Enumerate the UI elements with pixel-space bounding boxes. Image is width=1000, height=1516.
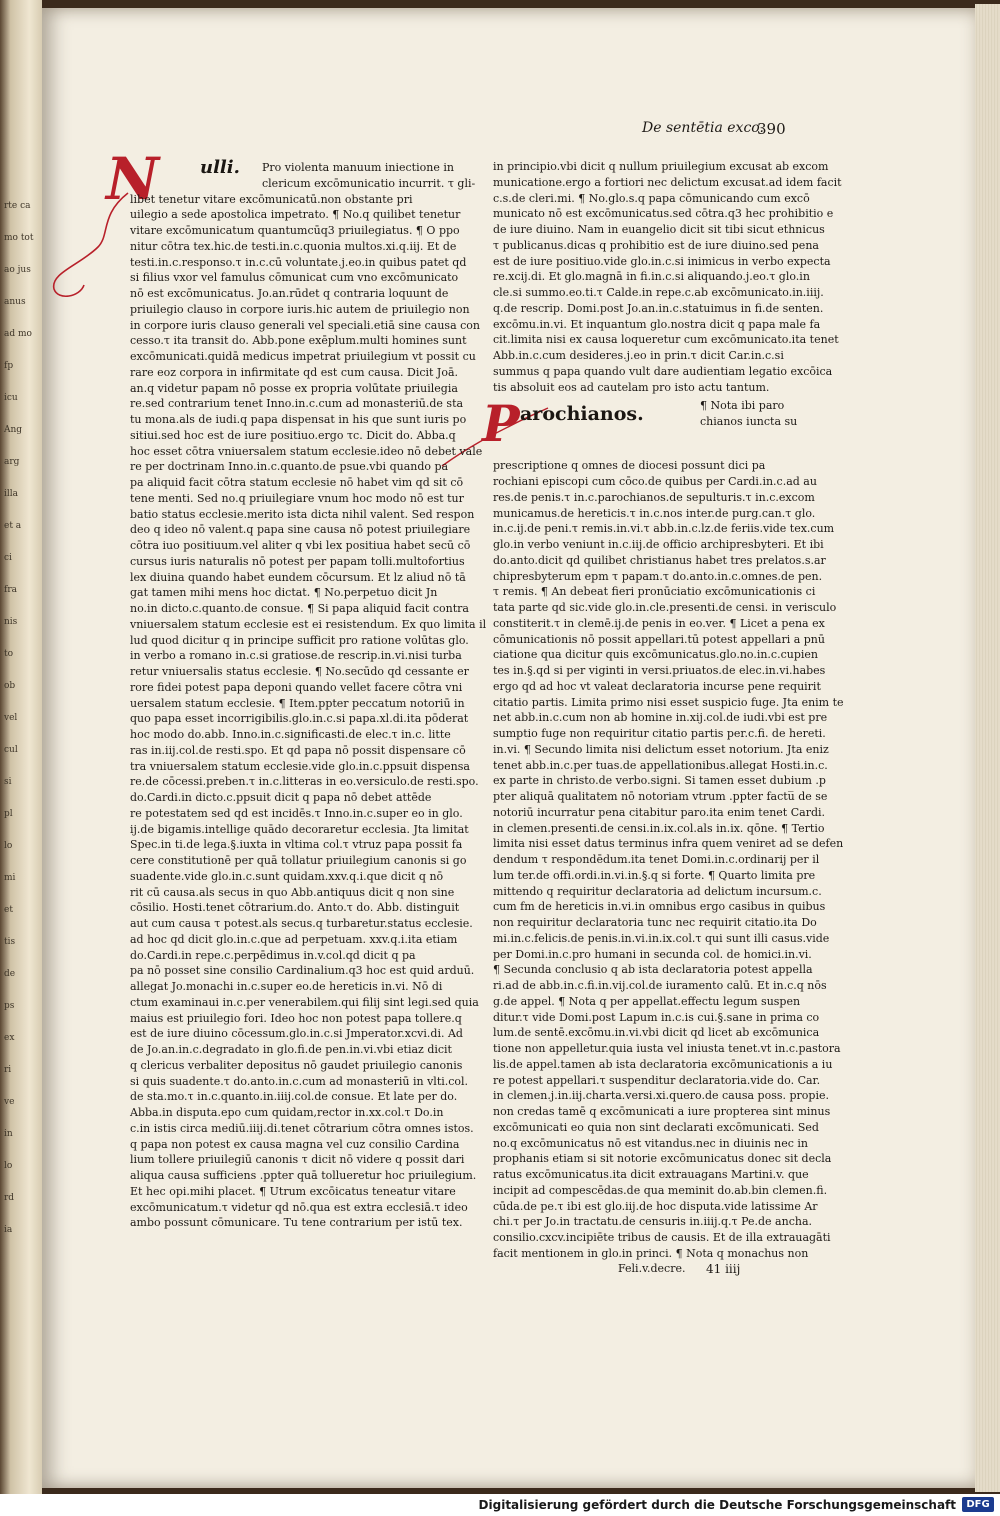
text-line: q clericus verbaliter depositus nō gaudet priuilegio canonis: [130, 1058, 463, 1072]
text-line: non credas tamē q excōmunicati a iure propterea sint minus: [493, 1105, 831, 1118]
text-line: ij.de bigamis.intellige quādo decoraretur ecclesia. Jta limitat: [130, 822, 469, 836]
text-line: rit cū causa.als secus in quo Abb.antiquus dicit q non sine: [130, 885, 455, 899]
text-line: in clemen.presenti.de censi.in.ix.col.als in.ix. qōne. ¶ Tertio: [493, 821, 825, 835]
text-line: net abb.in.c.cum non ab homine in.xij.col.de iudi.vbi est pre: [493, 711, 828, 725]
text-line: de sta.mo.τ in.c.quanto.in.iiij.col.de consue. Et late per do.: [130, 1090, 458, 1104]
text-line: aut cum causa τ potest.als secus.q turbaretur.status ecclesie.: [130, 917, 473, 930]
left-page-fragment: ob: [4, 681, 16, 691]
text-line: tis absoluit eos ad cautelam pro isto actu tantum.: [493, 380, 770, 394]
text-line: excōmunicati eo quia non sint declarati excōmunicati. Sed: [493, 1120, 819, 1134]
text-line: limita nisi esset datus terminus infra quem veniret ad se defen: [493, 837, 844, 851]
text-line: ad hoc qd dicit glo.in.c.que ad perpetuam. xxv.q.i.ita etiam: [130, 932, 458, 946]
running-head: [642, 120, 802, 140]
text-line: uersalem statum ecclesie. ¶ Item.ppter peccatum notoriū in: [130, 696, 465, 710]
text-line: pa nō posset sine consilio Cardinalium.q3 hoc est quid arduū.: [130, 964, 475, 978]
text-line: ambo possunt cōmunicare. Tu tene contrarium per istū tex.: [130, 1216, 463, 1230]
text-line: re per doctrinam Inno.in.c.quanto.de psue.vbi quando pa: [130, 460, 449, 474]
text-line: est de iure diuino cōcessum.glo.in.c.si Jmperator.xcvi.di. Ad: [130, 1027, 463, 1041]
text-line: non requiritur declaratoria tunc nec requirit citatio.ita Do: [493, 916, 817, 929]
text-line: g.de appel. ¶ Nota q per appellat.effectu legum suspen: [493, 994, 801, 1008]
left-page-text-fragments: [0, 190, 42, 1246]
text-line: no.in dicto.c.quanto.de consue. ¶ Si papa aliquid facit contra: [130, 602, 469, 615]
text-line: cursus iuris naturalis nō potest per papam tolli.multofortius: [130, 554, 465, 568]
text-line: re.sed contrarium tenet Inno.in.c.cum ad monasteriū.de sta: [130, 397, 464, 411]
text-line: ¶ Secunda conclusio q ab ista declaratoria potest appella: [493, 963, 813, 977]
text-line: cit.limita nisi ex causa loqueretur cum excōmunicato.ita tenet: [493, 333, 839, 347]
text-line: mittendo q requiritur declaratoria ad delictum incursum.c.: [493, 884, 822, 898]
text-line: ri.ad de abb.in.c.fi.in.vij.col.de iuramento calū. Et in.c.q nōs: [493, 979, 827, 992]
text-line: priuilegio clauso in corpore iuris.hic autem de priuilegio non: [130, 302, 470, 316]
left-page-fragment: de: [4, 969, 16, 979]
text-line: ex parte in christo.de verbo.signi. Si tamen esset dubium .p: [493, 774, 826, 788]
left-page-fragment: ad mo: [4, 329, 32, 339]
left-page-fragment: ps: [4, 1001, 15, 1011]
left-page-fragment: et: [4, 905, 13, 915]
text-line: notoriū incurratur pena citabitur paro.ita enim tenet Cardi.: [493, 805, 826, 819]
text-line: consilio.cxcv.incipiēte tribus de causis. Et de illa extrauagāti: [493, 1231, 831, 1244]
text-column-left: [130, 157, 487, 1260]
text-line: in.vi. ¶ Secundo limita nisi delictum esset notorium. Jta eniz: [493, 742, 829, 756]
text-line: re potestatem sed qd est incidēs.τ Inno.in.c.super eo in glo.: [130, 806, 463, 820]
text-line: lum ter.de offi.ordi.in.vi.in.§.q si forte. ¶ Quarto limita pre: [493, 868, 816, 882]
text-line: cōsilio. Hosti.tenet cōtrarium.do. Anto.τ do. Abb. distinguit: [130, 901, 460, 915]
text-line: municato nō est excōmunicatus.sed cōtra.q3 hec prohibitio e: [493, 207, 834, 221]
text-line: [493, 443, 793, 459]
left-page-fragment: rte ca: [4, 201, 31, 211]
text-line: cūda.de pe.τ ibi est glo.iij.de hoc disputa.vide latissime Ar: [493, 1199, 818, 1213]
footer-credit: Digitalisierung gefördert durch die Deutsche Forschungsgemeinschaft: [478, 1498, 956, 1512]
text-line: an.q videtur papam nō posse ex propria volūtate priuilegia: [130, 381, 458, 395]
page-fore-edge: [975, 4, 1000, 1492]
text-line: summus q papa quando vult dare audientiam legatio excōica: [493, 364, 833, 378]
rubricated-initial-p: P: [482, 394, 520, 453]
left-page-fragment: ao jus: [4, 265, 31, 275]
text-line: do.Cardi.in dicto.c.ppsuit dicit q papa nō debet attēde: [130, 791, 432, 804]
text-line: excōmunicatum.τ videtur qd nō.qua est extra ecclesiā.τ ideo: [130, 1200, 468, 1214]
text-line: uilegio a sede apostolica impetrato. ¶ No.q quilibet tenetur: [130, 208, 461, 222]
left-page-fragment: ia: [4, 1225, 13, 1235]
text-line: do.Cardi.in repe.c.perpēdimus in.v.col.qd dicit q pa: [130, 948, 416, 962]
rubricated-initial-n: N: [106, 145, 160, 213]
left-page-fragment: anus: [4, 297, 26, 307]
text-line: Abba.in disputa.epo cum quidam,rector in.xx.col.τ Do.in: [130, 1106, 444, 1119]
text-line: testi.in.c.responso.τ in.c.cū voluntate.j.eo.in quibus patet qd: [130, 255, 467, 269]
left-page-fragment: lo: [4, 1161, 13, 1171]
text-line: in clemen.j.in.iij.charta.versi.xi.quero.de causa poss. propie.: [493, 1089, 829, 1103]
text-line: re.xcij.di. Et glo.magnā in fi.in.c.si aliquando.j.eo.τ glo.in: [493, 270, 810, 284]
text-line: q.de rescrip. Domi.post Jo.an.in.c.statuimus in fi.de senten.: [493, 301, 824, 315]
text-line: Abb.in.c.cum desideres.j.eo in prin.τ dicit Car.in.c.si: [493, 349, 784, 362]
lemma-note-line: chianos iuncta su: [700, 414, 798, 428]
text-line: lis.de appel.tamen ab ista declaratoria excōmunicationis a iu: [493, 1057, 833, 1071]
text-line: c.s.de cleri.mi. ¶ No.glo.s.q papa cōmunicando cum excō: [493, 191, 810, 205]
text-line: Pro violenta manuum iniectione in: [262, 161, 454, 174]
text-line: hoc modo do.abb. Inno.in.c.significasti.de elec.τ in.c. litte: [130, 728, 451, 741]
text-line: nō est excōmunicatus. Jo.an.rūdet q contraria loquunt de: [130, 287, 449, 300]
text-line: facit mentionem in glo.in princi. ¶ Nota q monachus non: [493, 1246, 809, 1260]
left-page-fragment: vel: [4, 713, 18, 723]
text-line: si filius vxor vel famulus cōmunicat cum vno excōmunicato: [130, 271, 459, 285]
text-line: suadente.vide glo.in.c.sunt quidam.xxv.q.i.que dicit q nō: [130, 869, 444, 883]
text-line: pa aliquid facit cōtra statum ecclesie nō habet vim qd sit cō: [130, 476, 464, 489]
text-line: libet tenetur vitare excōmunicatū.non obstante pri: [130, 192, 413, 206]
left-page-fragment: tis: [4, 937, 16, 947]
text-line: in verbo a romano in.c.si gratiose.de rescrip.in.vi.nisi turba: [130, 649, 462, 663]
folio-number: 390: [757, 120, 786, 138]
text-line: constiterit.τ in clemē.ij.de penis in eo.ver. ¶ Licet a pena ex: [493, 616, 825, 630]
left-page-fragment: mi: [4, 873, 16, 883]
left-page-fragment: si: [4, 777, 12, 787]
text-line: τ remis. ¶ An debeat fieri pronūciatio excōmunicationis ci: [493, 585, 816, 599]
left-page-fragment: to: [4, 649, 14, 659]
left-page-fragment: fra: [4, 585, 17, 595]
text-column-right: [493, 159, 844, 1260]
text-line: retur vniuersalis status ecclesie. ¶ No.secūdo qd cessante er: [130, 665, 469, 678]
text-line: q papa non potest ex causa magna vel cuz consilio Cardina: [130, 1137, 460, 1151]
left-page-fragment: ex: [4, 1033, 15, 1043]
text-line: tione non appelletur.quia iusta vel iniusta tenet.vt in.c.pastora: [493, 1042, 841, 1055]
running-head-title: De sentētia exco.: [642, 120, 764, 136]
text-line: de Jo.an.in.c.degradato in glo.fi.de pen.in.vi.vbi etiaz dicit: [130, 1043, 452, 1056]
left-page-fragment: pl: [4, 809, 13, 819]
text-line: re potest appellari.τ suspenditur declaratoria.vide do. Car.: [493, 1073, 821, 1087]
text-line: allegat Jo.monachi in.c.super eo.de hereticis in.vi. Nō di: [130, 980, 443, 993]
left-page-fragment: arg: [4, 457, 20, 467]
left-page-fragment: ve: [4, 1097, 15, 1107]
text-line: per Domi.in.c.pro humani in secunda col. de homici.in.vi.: [493, 947, 812, 961]
text-line: municamus.de hereticis.τ in.c.nos inter.de purg.can.τ glo.: [493, 506, 816, 520]
text-line: maius est priuilegio fori. Ideo hoc non potest papa tollere.q: [130, 1011, 462, 1025]
text-line: hoc esset cōtra vniuersalem statum ecclesie.ideo nō debet vale: [130, 444, 483, 458]
left-page-fragment: cul: [4, 745, 18, 755]
text-line: quo papa esset incorrigibilis.glo.in.c.si papa.xl.di.ita pōderat: [130, 712, 469, 726]
text-line: Spec.in ti.de lega.§.iuxta in vltima col.τ vtruz papa possit fa: [130, 838, 463, 852]
section-lemma: arochianos.: [520, 403, 644, 425]
text-line: vniuersalem statum ecclesie est ei resistendum. Ex quo limita il: [130, 617, 487, 631]
text-line: lud quod dicitur q in principe sufficit pro ratione volūtas glo.: [130, 633, 469, 647]
text-line: incipit ad compescēdas.de qua meminit do.ab.bin clemen.fi.: [493, 1183, 828, 1197]
text-line: cesso.τ ita transit do. Abb.pone exēplum.multi homines sunt: [130, 334, 467, 348]
text-line: ratus excōmunicatus.ita dicit extrauagans Martini.v. que: [493, 1168, 809, 1181]
text-line: rochiani episcopi cum cōco.de quibus per Cardi.in.c.ad au: [493, 475, 817, 488]
text-line: aliqua causa sufficiens .ppter quā tollueretur hoc priuilegium.: [130, 1169, 477, 1182]
text-line: in principio.vbi dicit q nullum priuilegium excusat ab excom: [493, 160, 829, 173]
text-line: mi.in.c.felicis.de penis.in.vi.in.ix.col.τ qui sunt illi casus.vide: [493, 931, 830, 945]
text-line: τ publicanus.dicas q prohibitio est de iure diuino.sed pena: [493, 238, 819, 252]
left-page-fragment: ci: [4, 553, 12, 563]
text-line: re.de cōcessi.preben.τ in.c.litteras in eo.versiculo.de resti.spo.: [130, 775, 479, 789]
text-line: municatione.ergo a fortiori nec delictum excusat.ad idem facit: [493, 175, 842, 189]
text-line: c.in istis circa mediū.iiij.di.tenet cōtrarium cōtra omnes istos.: [130, 1121, 474, 1135]
left-page-fragment: illa: [4, 489, 19, 499]
text-line: cōmunicationis nō possit appellari.tū potest appellari a pnū: [493, 632, 825, 646]
left-page-fragment: icu: [4, 393, 18, 403]
text-line: cum fm de hereticis in.vi.in omnibus ergo casibus in quibus: [493, 900, 826, 914]
text-line: tu mona.als de iudi.q papa dispensat in his que sunt iuris po: [130, 413, 467, 426]
text-line: dendum τ respondēdum.ita tenet Domi.in.c.ordinarij per il: [493, 853, 820, 866]
text-line: chipresbyterum epm τ papam.τ do.anto.in.c.omnes.de pen.: [493, 569, 823, 583]
text-line: cle.si summo.eo.ti.τ Calde.in repe.c.ab excōmunicato.in.iiij.: [493, 286, 824, 299]
text-line: no.q excōmunicatus nō est vitandus.nec in diuinis nec in: [493, 1136, 808, 1150]
left-page-fragment: et a: [4, 521, 22, 531]
text-line: tene menti. Sed no.q priuilegiare vnum hoc modo nō est tur: [130, 491, 464, 505]
text-line: lum.de sentē.excōmu.in.vi.vbi dicit qd licet ab excōmunica: [493, 1026, 820, 1040]
text-line: tenet abb.in.c.per tuas.de appellationibus.allegat Hosti.in.c.: [493, 758, 828, 772]
text-line: pter aliquā qualitatem nō notoriam vtrum .ppter factu̅ de se: [493, 790, 828, 803]
text-line: ditur.τ vide Domi.post Lapum in.c.is cui.§.sane in prima co: [493, 1010, 820, 1024]
text-line: prophanis etiam si sit notorie excōmunicatus donec sit decla: [493, 1152, 832, 1166]
text-line: batio status ecclesie.merito ista dicta nihil valent. Sed respon: [130, 507, 475, 521]
text-line: deo q ideo nō valent.q papa sine causa nō potest priuilegiare: [130, 523, 471, 537]
left-page-fragment: rd: [4, 1193, 15, 1203]
lemma-note-line: ¶ Nota ibi paro: [700, 399, 785, 412]
left-page-fragment: fp: [4, 361, 14, 371]
bottom-folio: 41 iiij: [706, 1262, 741, 1276]
text-line: ergo qd ad hoc vt valeat declaratoria incurse pene requirit: [493, 679, 821, 693]
text-line: glo.in verbo veniunt in.c.iij.de officio archipresbyteri. Et ibi: [493, 538, 824, 551]
text-line: ras in.iij.col.de resti.spo. Et qd papa nō possit dispensare cō: [130, 743, 466, 757]
text-line: est de iure positiuo.vide glo.in.c.si inimicus in verbo expecta: [493, 254, 831, 268]
text-line: vitare excōmunicatum quantumcūq3 priuilegiatus. ¶ O ppo: [130, 224, 460, 237]
text-line: tes in.§.qd si per viginti in versi.priuatos.de elec.in.vi.habes: [493, 664, 826, 677]
text-line: rore fidei potest papa deponi quando vellet facere cōtra vni: [130, 680, 463, 694]
text-line: sitiui.sed hoc est de iure positiuo.ergo τc. Dicit do. Abba.q: [130, 428, 456, 442]
text-line: citatio partis. Limita primo nisi esset suspicio fuge. Jta enim te: [493, 695, 844, 709]
text-line: clericum excōmunicatio incurrit. τ gli-: [262, 176, 476, 190]
footer-bar: [0, 1494, 1000, 1516]
text-line: gat tamen mihi mens hoc dictat. ¶ No.perpetuo dicit Jn: [130, 586, 438, 600]
text-line: nitur cōtra tex.hic.de testi.in.c.quonia multos.xi.q.iij. Et de: [130, 239, 457, 253]
text-line: rare eoz corpora in infirmitate qd est cum causa. Dicit Joā.: [130, 365, 459, 379]
text-line: excōmunicati.quidā medicus impetrat priuilegium vt possit cu: [130, 350, 476, 363]
text-line: prescriptione q omnes de diocesi possunt dici pa: [493, 459, 766, 473]
text-line: tra vniuersalem statum ecclesie.vide glo.in.c.ppsuit dispensa: [130, 759, 470, 773]
dfg-logo: DFG: [962, 1497, 994, 1512]
text-line: in corpore iuris clauso generali vel speciali.etiā sine causa con: [130, 318, 481, 332]
text-line: excōmu.in.vi. Et inquantum glo.nostra dicit q papa male fa: [493, 317, 821, 331]
text-line: de iure diuino. Nam in euangelio dicit sit tibi sicut ethnicus: [493, 223, 825, 236]
text-line: in.c.ij.de peni.τ remis.in.vi.τ abb.in.c.lz.de feriis.vide tex.cum: [493, 522, 835, 536]
text-line: ciatione qua dicitur quis excōmunicatus.glo.no.in.c.cupien: [493, 648, 818, 662]
text-line: do.anto.dicit qd quilibet christianus habet tres prelatos.s.ar: [493, 553, 826, 567]
text-line: res.de penis.τ in.c.parochianos.de sepulturis.τ in.c.excom: [493, 490, 815, 504]
left-page-fragment: lo: [4, 841, 13, 851]
text-line: si quis suadente.τ do.anto.in.c.cum ad monasteriū in vlti.col.: [130, 1074, 469, 1088]
signature-mark: Feli.v.decre.: [618, 1262, 686, 1275]
text-line: cere constitutionē per quā tollatur priuilegium canonis si go: [130, 854, 467, 867]
incipit-word: ulli.: [200, 157, 240, 178]
text-line: lium tollere priuilegiū canonis τ dicit nō videre q possit dari: [130, 1153, 465, 1167]
text-line: cōtra iuo positiuum.vel aliter q vbi lex positiua habet secū cō: [130, 539, 471, 552]
left-page-fragment: nis: [4, 617, 18, 627]
text-line: tata parte qd sic.vide glo.in.cle.presenti.de censi. in verisculo: [493, 601, 837, 614]
text-line: Et hec opi.mihi placet. ¶ Utrum excōicatus teneatur vitare: [130, 1184, 456, 1198]
left-page-fragment: ri: [4, 1065, 12, 1075]
lemma-note: [700, 398, 800, 432]
text-line: lex diuina quando habet eundem cōcursum. Et lz aliud nō tā: [130, 570, 466, 584]
left-page-edge: [0, 0, 42, 1494]
text-line: chi.τ per Jo.in tractatu.de censuris in.iiij.q.τ Pe.de ancha.: [493, 1215, 812, 1229]
text-line: ctum examinaui in.c.per venerabilem.qui filij sint legi.sed quia: [130, 995, 479, 1009]
left-page-fragment: Ang: [4, 425, 23, 435]
left-page-fragment: in: [4, 1129, 13, 1139]
text-line: sumptio fuge non requiritur citatio partis per.c.fi. de hereti.: [493, 727, 826, 740]
left-page-fragment: mo tot: [4, 233, 34, 243]
